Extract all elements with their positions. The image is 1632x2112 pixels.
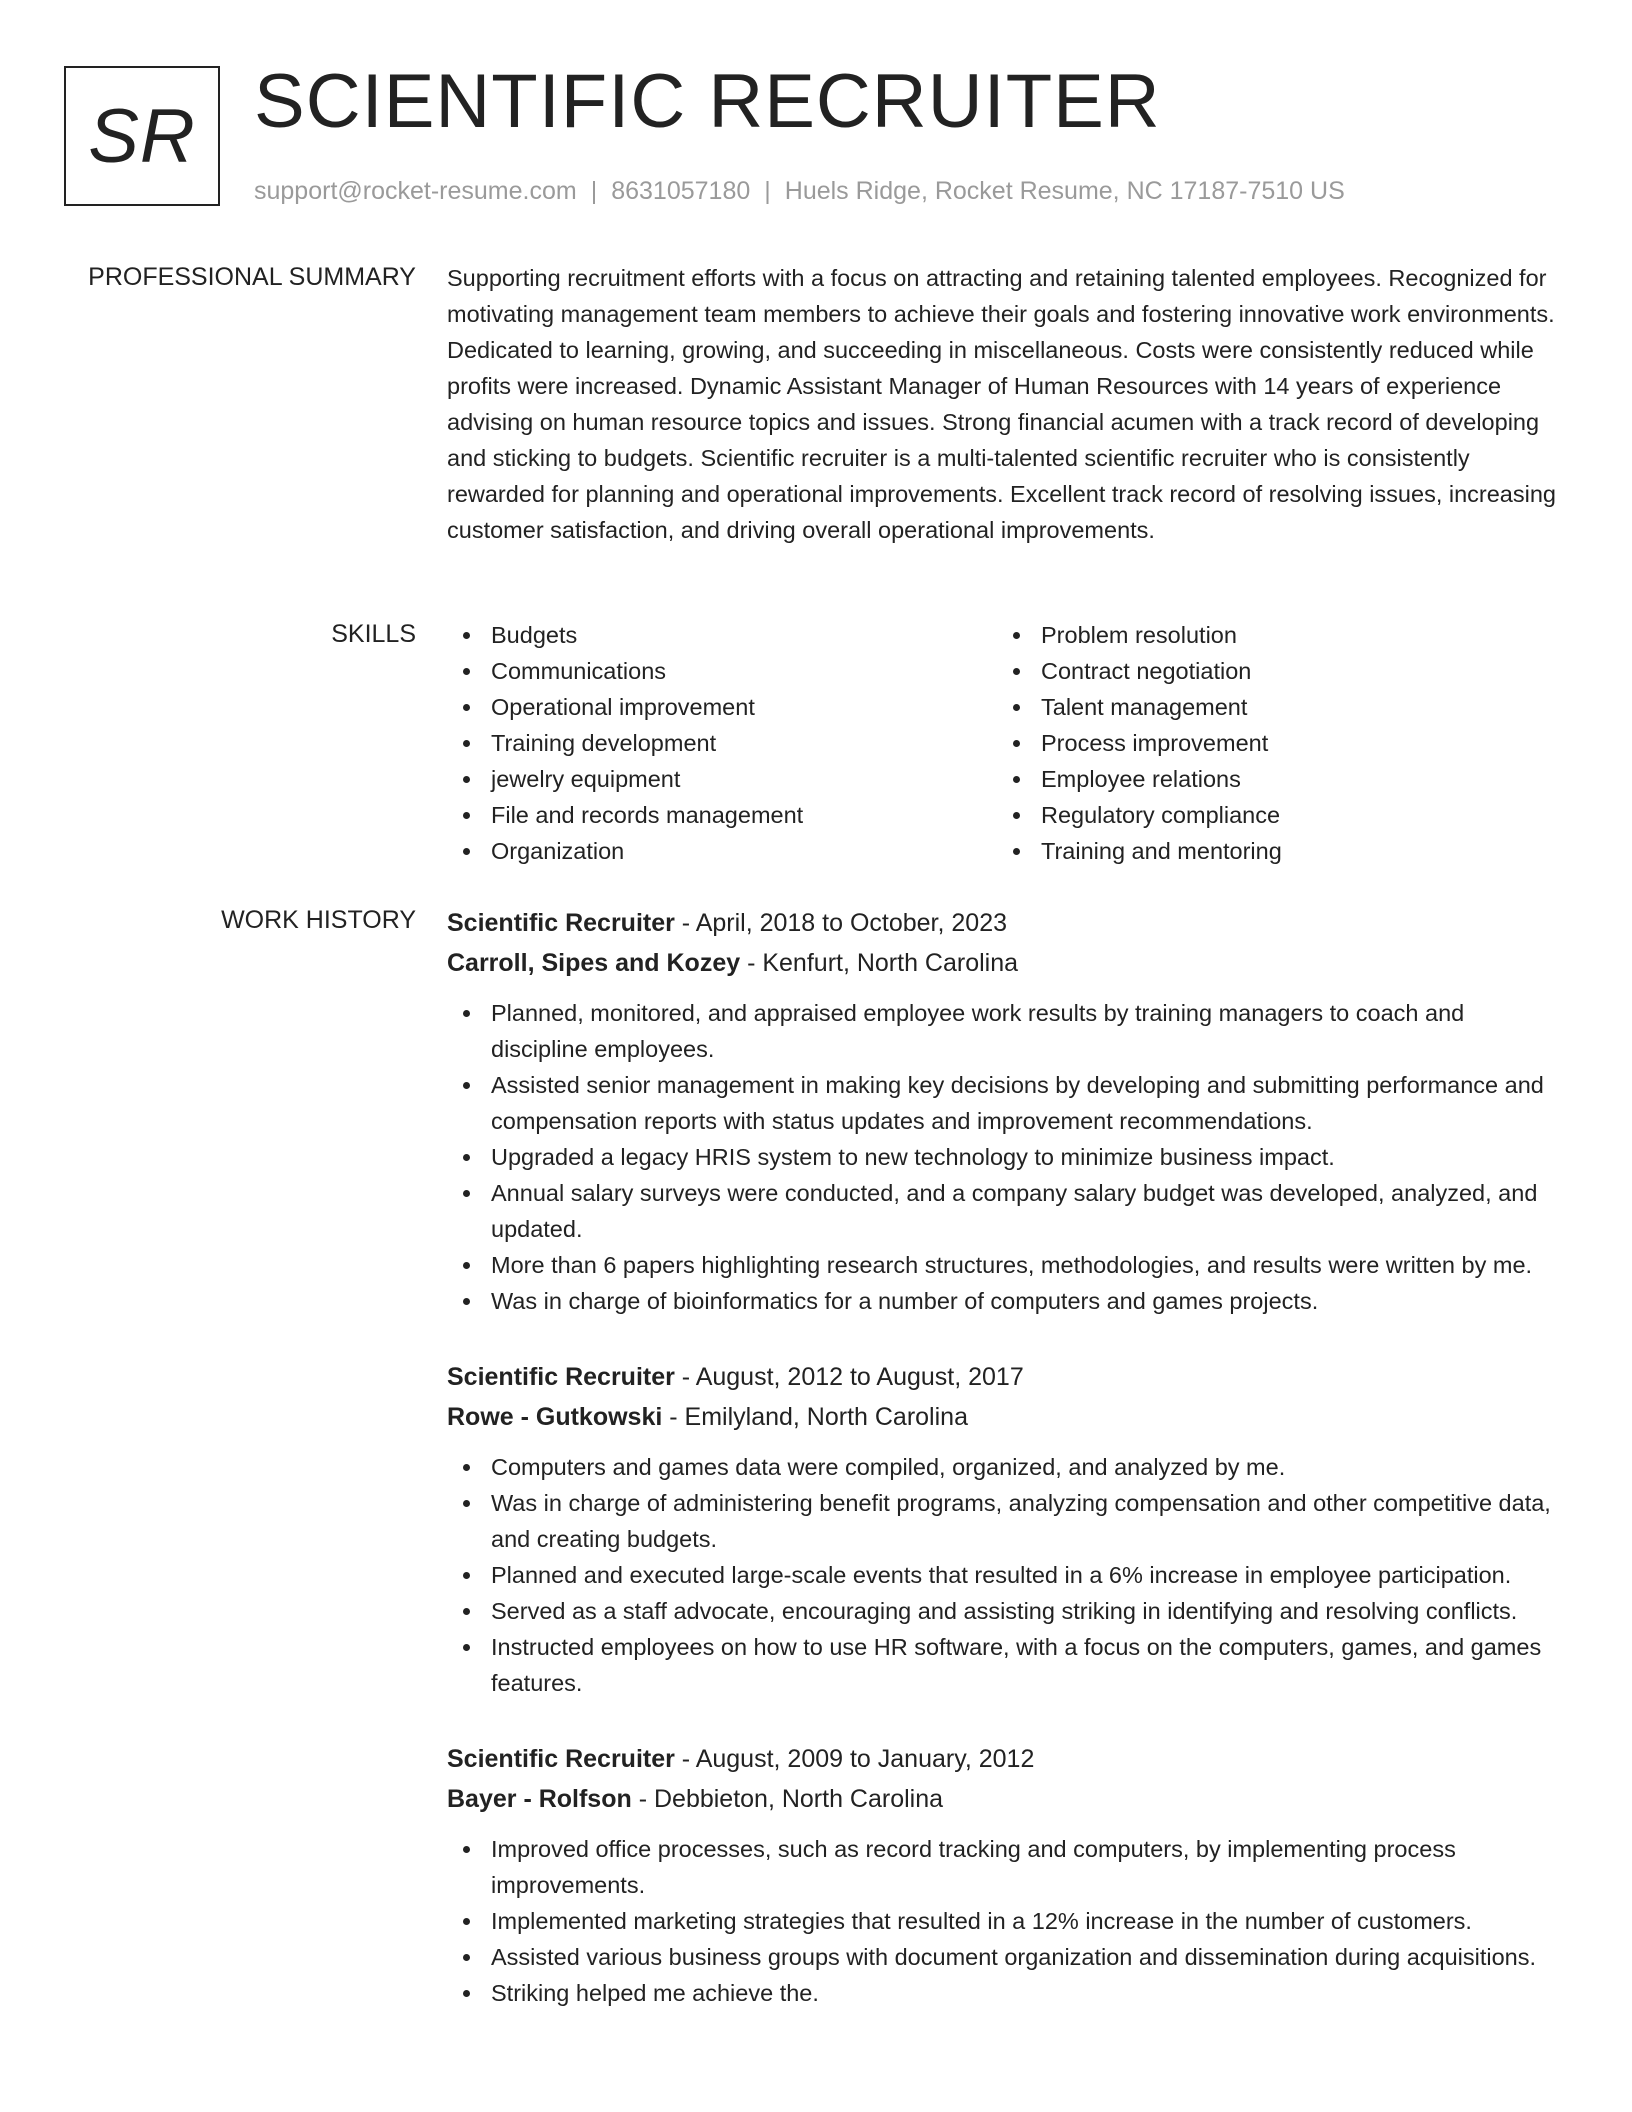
summary-heading: PROFESSIONAL SUMMARY xyxy=(88,263,416,291)
job-company: Bayer - Rolfson xyxy=(447,1785,632,1813)
job-bullet: Improved office processes, such as record tracking and computers, by implementing process improvements. xyxy=(447,1831,1567,1903)
skill-item: Organization xyxy=(447,833,997,869)
skill-item: Budgets xyxy=(447,617,997,653)
job-company-line xyxy=(447,1779,1567,1819)
job-company: Rowe - Gutkowski xyxy=(447,1403,663,1431)
job-location: - Kenfurt, North Carolina xyxy=(740,949,1019,977)
summary-text: Supporting recruitment efforts with a focus on attracting and retaining talented employees. Recognized for motivating management team members to achieve their goals and fostering innovative work environments. Dedicated to learning, growing, and succeeding in miscellaneous. Costs were consistently reduced while profits were increased. Dynamic Assistant Manager of Human Resources with 14 years of experience advising on human resource topics and issues. Strong financial acumen with a track record of developing and sticking to budgets. Scientific recruiter is a multi-talented scientific recruiter who is consistently rewarded for planning and operational improvements. Excellent track record of resolving issues, increasing customer satisfaction, and driving overall operational improvements. xyxy=(447,265,1556,543)
job-bullet: Computers and games data were compiled, organized, and analyzed by me. xyxy=(447,1449,1567,1485)
job-entry xyxy=(447,903,1567,1319)
job-bullet: Instructed employees on how to use HR software, with a focus on the computers, games, and games features. xyxy=(447,1629,1567,1701)
skill-item: Talent management xyxy=(997,689,1547,725)
job-bullet: Planned, monitored, and appraised employee work results by training managers to coach and discipline employees. xyxy=(447,995,1567,1067)
job-bullets xyxy=(447,1449,1567,1701)
job-dates: - August, 2012 to August, 2017 xyxy=(674,1363,1024,1391)
skill-item: Regulatory compliance xyxy=(997,797,1547,833)
job-title: Scientific Recruiter xyxy=(447,909,675,937)
job-company-line xyxy=(447,943,1567,983)
contact-address: Huels Ridge, Rocket Resume, NC 17187-7510 US xyxy=(784,177,1345,205)
skill-item: Training development xyxy=(447,725,997,761)
skill-item: jewelry equipment xyxy=(447,761,997,797)
skill-item: Process improvement xyxy=(997,725,1547,761)
job-title-line xyxy=(447,1357,1567,1397)
job-title: Scientific Recruiter xyxy=(447,1745,675,1773)
job-entry xyxy=(447,1739,1567,2011)
job-company: Carroll, Sipes and Kozey xyxy=(447,949,741,977)
skill-item: Communications xyxy=(447,653,997,689)
contact-email[interactable]: support@rocket-resume.com xyxy=(254,177,577,205)
skill-item: Contract negotiation xyxy=(997,653,1547,689)
skill-item: Employee relations xyxy=(997,761,1547,797)
job-bullet: Planned and executed large-scale events that resulted in a 6% increase in employee participation. xyxy=(447,1557,1567,1593)
skill-item: File and records management xyxy=(447,797,997,833)
skill-item: Problem resolution xyxy=(997,617,1547,653)
job-title-line xyxy=(447,1739,1567,1779)
job-entry xyxy=(447,1357,1567,1701)
job-dates: - April, 2018 to October, 2023 xyxy=(674,909,1008,937)
jobs-list xyxy=(447,903,1567,2049)
job-bullet: Annual salary surveys were conducted, and a company salary budget was developed, analyzed, and updated. xyxy=(447,1175,1567,1247)
job-bullets xyxy=(447,995,1567,1319)
skill-item: Training and mentoring xyxy=(997,833,1547,869)
contact-separator: | xyxy=(764,177,771,205)
skill-item: Operational improvement xyxy=(447,689,997,725)
skills-heading: SKILLS xyxy=(331,620,416,648)
contact-phone: 8631057180 xyxy=(611,177,751,205)
job-bullet: Assisted senior management in making key decisions by developing and submitting performance and compensation reports with status updates and improvement recommendations. xyxy=(447,1067,1567,1139)
job-company-line xyxy=(447,1397,1567,1437)
contact-line xyxy=(254,174,1345,208)
job-title-line xyxy=(447,903,1567,943)
job-location: - Emilyland, North Carolina xyxy=(662,1403,968,1431)
work-history-heading: WORK HISTORY xyxy=(221,906,416,934)
job-location: - Debbieton, North Carolina xyxy=(631,1785,944,1813)
job-title: Scientific Recruiter xyxy=(447,1363,675,1391)
skills-list-left xyxy=(447,617,997,869)
job-bullet: More than 6 papers highlighting research structures, methodologies, and results were written by me. xyxy=(447,1247,1567,1283)
job-bullet: Striking helped me achieve the. xyxy=(447,1975,1567,2011)
job-bullet: Assisted various business groups with document organization and dissemination during acquisitions. xyxy=(447,1939,1567,1975)
job-bullets xyxy=(447,1831,1567,2011)
monogram-initials: SR xyxy=(64,66,220,206)
job-bullet: Was in charge of bioinformatics for a number of computers and games projects. xyxy=(447,1283,1567,1319)
job-bullet: Implemented marketing strategies that resulted in a 12% increase in the number of customers. xyxy=(447,1903,1567,1939)
skills-list-right xyxy=(997,617,1547,869)
job-dates: - August, 2009 to January, 2012 xyxy=(674,1745,1035,1773)
job-bullet: Was in charge of administering benefit programs, analyzing compensation and other competitive data, and creating budgets. xyxy=(447,1485,1567,1557)
page-title: SCIENTIFIC RECRUITER xyxy=(254,59,1161,144)
job-bullet: Upgraded a legacy HRIS system to new technology to minimize business impact. xyxy=(447,1139,1567,1175)
contact-separator: | xyxy=(590,177,598,205)
job-bullet: Served as a staff advocate, encouraging and assisting striking in identifying and resolving conflicts. xyxy=(447,1593,1567,1629)
